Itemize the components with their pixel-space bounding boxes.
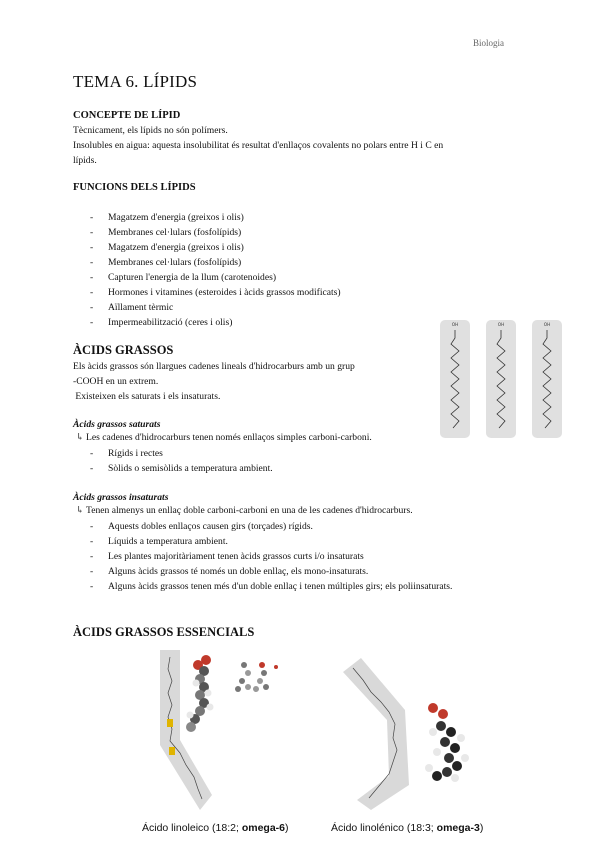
list-item: - Alguns àcids grassos té només un doble enllaç, els mono-insaturats. <box>88 564 452 579</box>
acids-text <box>73 359 355 404</box>
chain-top-label: OH <box>451 322 459 327</box>
linolenic-acid-figure <box>335 650 495 815</box>
concepte-line: Insolubles en aigua: aquesta insolubilitat és resultat d'enllaços covalents no polars entre H i C en <box>73 140 444 151</box>
concepte-text <box>73 123 443 168</box>
header-subject: Biologia <box>473 38 504 48</box>
insaturats-heading: Àcids grassos insaturats <box>73 492 169 503</box>
concepte-heading: CONCEPTE DE LÍPID <box>73 110 181 121</box>
arrow-icon: ↳ <box>76 432 85 443</box>
saturats-intro <box>76 432 372 443</box>
list-item: - Sòlids o semisòlids a temperatura ambient. <box>88 461 273 476</box>
funcions-heading: FUNCIONS DELS LÍPIDS <box>73 182 196 193</box>
acids-line: Els àcids grassos són llargues cadenes lineals d'hidrocarburs amb un grup <box>73 361 355 372</box>
chain-top-label: OH <box>543 322 551 327</box>
caption-linolenic <box>331 822 483 834</box>
list-item: - Magatzem d'energia (greixos i olis) <box>88 240 341 255</box>
acids-line: Existeixen els saturats i els insaturats. <box>73 391 221 402</box>
list-item: - Aquests dobles enllaços causen girs (torçades) rígids. <box>88 519 452 534</box>
caption-name: Ácido linolénico (18:3; <box>331 822 437 834</box>
chain-panel <box>486 320 516 438</box>
space-filling-model <box>425 703 469 782</box>
caption-omega: omega-6 <box>241 822 285 834</box>
acids-line: -COOH en un extrem. <box>73 376 159 387</box>
space-filling-model <box>186 655 214 732</box>
caption-omega: omega-3 <box>436 822 480 834</box>
funcions-list <box>88 210 341 330</box>
list-item: - Líquids a temperatura ambient. <box>88 534 452 549</box>
chain-panel <box>532 320 562 438</box>
chain-top-label: OH <box>497 322 505 327</box>
caption-close: ) <box>285 822 289 834</box>
fatty-acid-chains-figure <box>440 316 570 442</box>
list-item: - Magatzem d'energia (greixos i olis) <box>88 210 341 225</box>
concepte-line: lípids. <box>73 155 97 166</box>
saturats-heading: Àcids grassos saturats <box>73 419 161 430</box>
essencials-heading: ÀCIDS GRASSOS ESSENCIALS <box>73 625 255 639</box>
saturats-list <box>88 446 273 476</box>
page-title: TEMA 6. LÍPIDS <box>73 72 198 91</box>
concepte-line: Tècnicament, els lípids no són polímers. <box>73 125 228 136</box>
list-item: - Capturen l'energia de la llum (carotenoides) <box>88 270 341 285</box>
insaturats-intro-text: Tenen almenys un enllaç doble carboni-carboni en una de les cadenes d'hidrocarburs. <box>86 505 413 516</box>
list-item: - Alguns àcids grassos tenen més d'un doble enllaç i tenen múltiples girs; els poliinsaturats. <box>88 579 452 594</box>
list-item: - Hormones i vitamines (esteroides i àcids grassos modificats) <box>88 285 341 300</box>
list-item: - Membranes cel·lulars (fosfolípids) <box>88 255 341 270</box>
acids-heading: ÀCIDS GRASSOS <box>73 343 174 357</box>
linoleic-acid-figure <box>140 645 290 815</box>
small-molecule-models <box>235 662 278 692</box>
saturats-intro-text: Les cadenes d'hidrocarburs tenen només enllaços simples carboni-carboni. <box>86 432 372 443</box>
caption-linoleic <box>142 822 289 834</box>
list-item: - Membranes cel·lulars (fosfolípids) <box>88 225 341 240</box>
list-item: - Rígids i rectes <box>88 446 273 461</box>
list-item: - Impermeabilització (ceres i olis) <box>88 315 341 330</box>
caption-name: Ácido linoleico (18:2; <box>142 822 242 834</box>
list-item: - Aïllament tèrmic <box>88 300 341 315</box>
chain-panel <box>440 320 470 438</box>
caption-close: ) <box>479 822 484 834</box>
list-item: - Les plantes majoritàriament tenen àcids grassos curts i/o insaturats <box>88 549 452 564</box>
insaturats-intro <box>76 505 413 516</box>
insaturats-list <box>88 519 452 594</box>
arrow-icon: ↳ <box>76 505 85 516</box>
